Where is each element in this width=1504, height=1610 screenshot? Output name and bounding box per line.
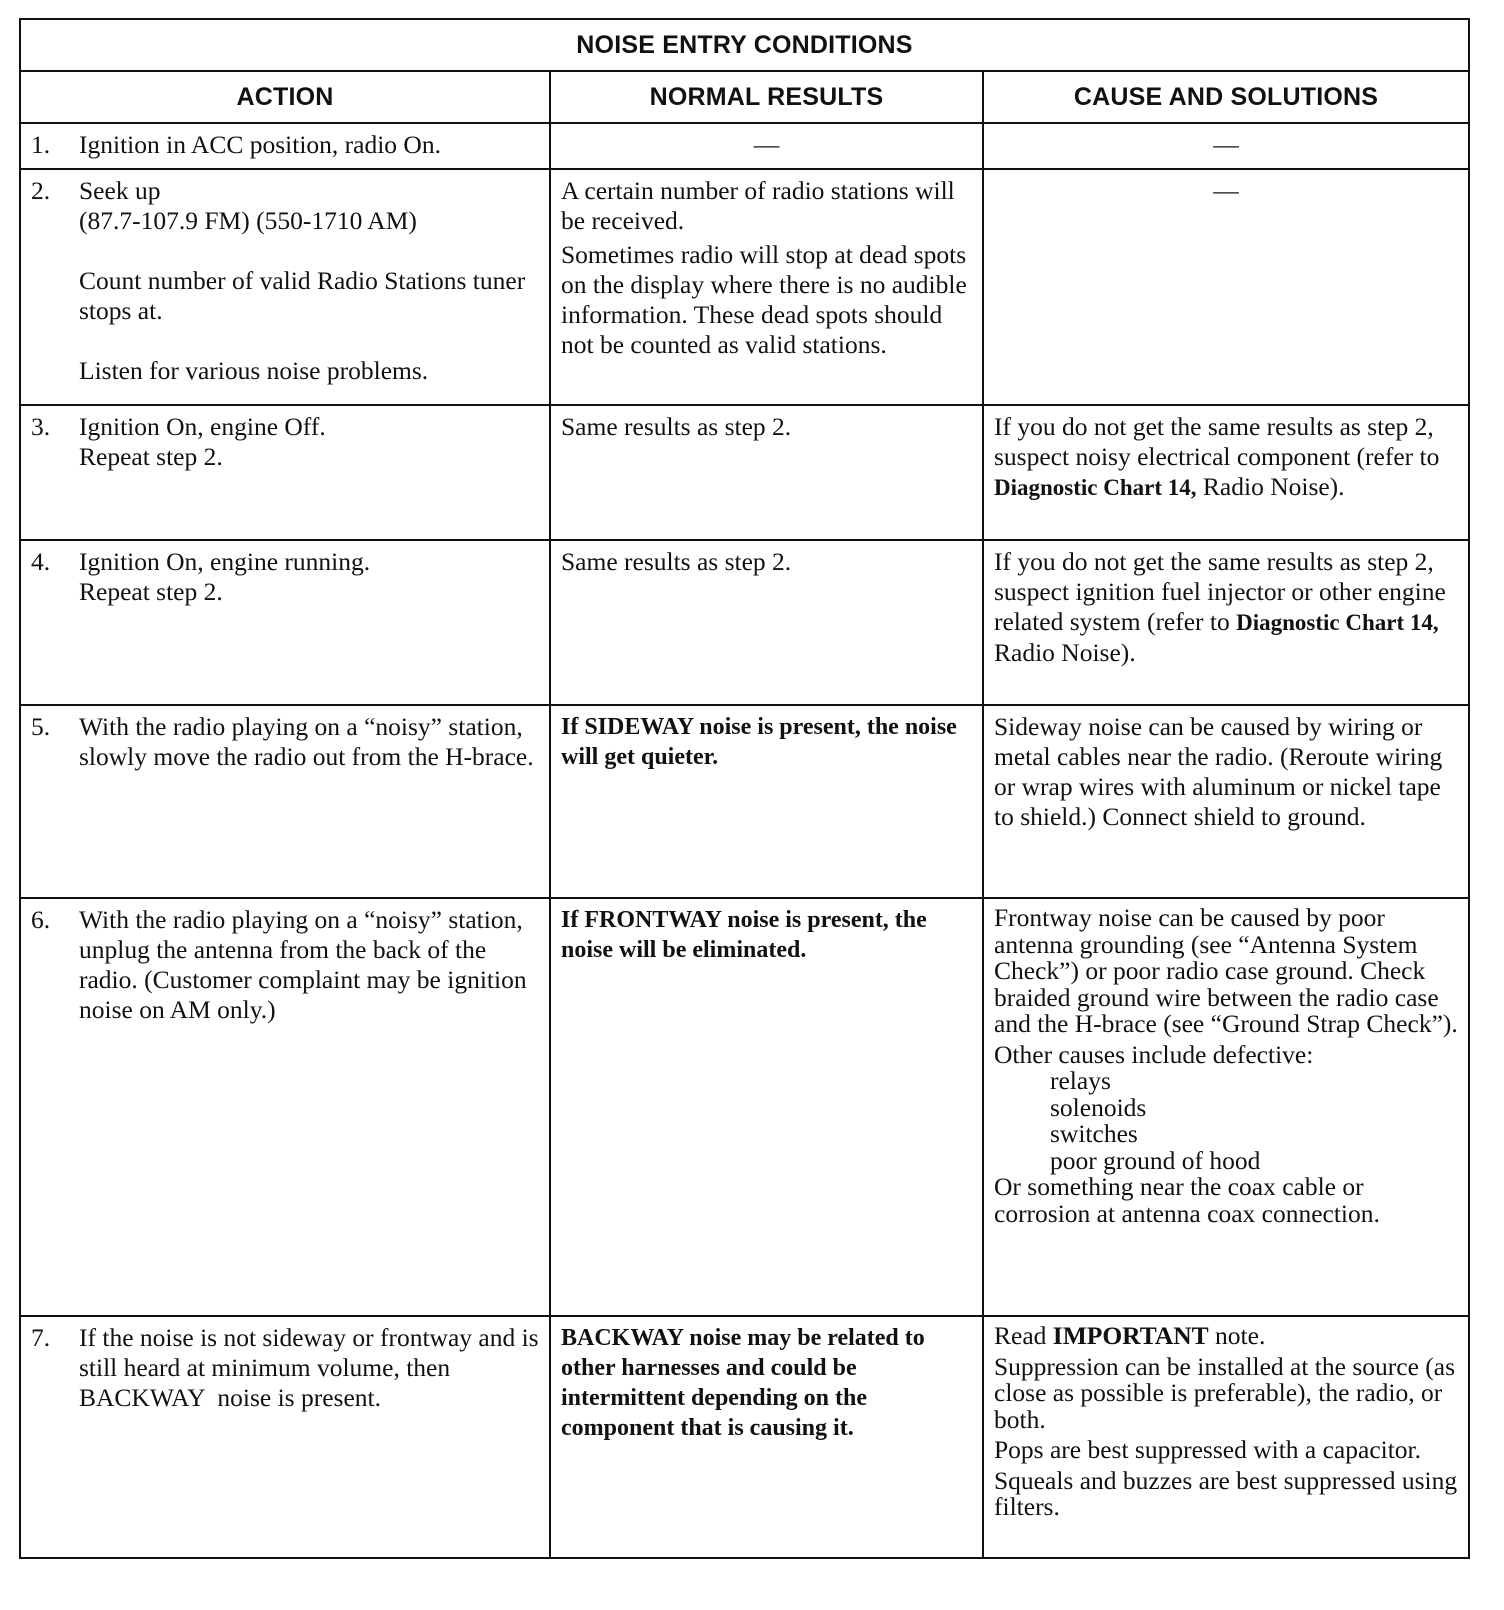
cause-text: Squeals and buzzes are best suppressed using filters.: [994, 1465, 1458, 1521]
table-row: [20, 540, 1469, 705]
cause-text: Frontway noise can be caused by poor antenna grounding (see “Antenna System Check”) or poor radio case ground. Check braided ground wire between the radio case and the H-brace (see “Ground Strap Check”).: [994, 903, 1458, 1038]
empty-dash: —: [753, 130, 780, 159]
action-text: Ignition On, engine running.: [79, 547, 371, 576]
cause-text: Read: [994, 1321, 1047, 1350]
cause-cell: [983, 169, 1469, 405]
step-number: 4.: [31, 547, 51, 576]
action-cell: [20, 898, 550, 1316]
normal-results-cell: [550, 705, 983, 898]
action-text: If the noise is not sideway or frontway and is still heard at minimum volume, then BACKWAY noise is present.: [79, 1323, 545, 1412]
normal-results-cell: [550, 540, 983, 705]
cause-text: Suppression can be installed at the source (as close as possible is preferable), the radio, or both.: [994, 1351, 1455, 1434]
chart-reference: Diagnostic Chart 14,: [1236, 610, 1439, 635]
empty-dash: —: [1213, 176, 1239, 205]
table-row: [20, 123, 1469, 169]
important-label: IMPORTANT: [1052, 1321, 1209, 1350]
noise-entry-table: [19, 18, 1470, 1559]
cause-cell: [983, 405, 1469, 540]
cause-cell: [983, 705, 1469, 898]
cause-text: Sideway noise can be caused by wiring or metal cables near the radio. (Reroute wiring or wrap wires with aluminum or nickel tape to shield.) Connect shield to ground.: [994, 712, 1443, 831]
header-cause-and-solutions: CAUSE AND SOLUTIONS: [983, 71, 1469, 123]
cause-text: If you do not get the same results as step 2, suspect noisy electrical component (refer to: [994, 412, 1440, 471]
noise-entry-table-container: [19, 18, 1468, 1559]
empty-dash: —: [1213, 130, 1239, 159]
chart-reference: Diagnostic Chart 14,: [994, 475, 1197, 500]
cause-text: If you do not get the same results as step 2, suspect ignition fuel injector or other engine related system (refer to: [994, 547, 1446, 636]
normal-results-text: Same results as step 2.: [561, 412, 792, 441]
action-text: Ignition in ACC position, radio On.: [79, 130, 441, 159]
table-row: [20, 1316, 1469, 1558]
list-item: poor ground of hood: [1050, 1145, 1261, 1175]
action-text: Repeat step 2.: [79, 442, 223, 471]
normal-results-text: Same results as step 2.: [561, 547, 792, 576]
action-cell: [20, 1316, 550, 1558]
action-text: Listen for various noise problems.: [79, 356, 429, 385]
action-cell: [20, 169, 550, 405]
cause-cell: [983, 540, 1469, 705]
action-cell: [20, 405, 550, 540]
normal-results-text: Sometimes radio will stop at dead spots on the display where there is no audible information. These dead spots should not be counted as valid stations.: [561, 240, 967, 359]
normal-results-text: BACKWAY noise may be related to other harnesses and could be intermittent depending on the component that is causing it.: [561, 1325, 925, 1441]
step-number: 1.: [31, 130, 51, 159]
list-item: solenoids: [1050, 1092, 1147, 1122]
action-text: With the radio playing on a “noisy” station, slowly move the radio out from the H-brace.: [79, 712, 534, 771]
step-number: 7.: [31, 1323, 51, 1352]
header-action: ACTION: [20, 71, 550, 123]
action-cell: [20, 540, 550, 705]
normal-results-text: If SIDEWAY noise is present, the noise will get quieter.: [561, 714, 957, 770]
action-cell: [20, 123, 550, 169]
cause-text: note.: [1215, 1321, 1266, 1350]
normal-results-cell: [550, 1316, 983, 1558]
cause-text: Pops are best suppressed with a capacitor.: [994, 1435, 1422, 1464]
table-row: [20, 169, 1469, 405]
action-text: Ignition On, engine Off.: [79, 412, 326, 441]
action-text: Count number of valid Radio Stations tuner stops at.: [79, 266, 526, 325]
cause-text: Radio Noise).: [1202, 472, 1345, 501]
cause-text: Radio Noise).: [994, 638, 1136, 667]
action-text: Seek up: [79, 176, 161, 205]
normal-results-cell: [550, 898, 983, 1316]
table-header-row: [20, 71, 1469, 123]
table-row: [20, 898, 1469, 1316]
normal-results-cell: [550, 405, 983, 540]
table-title-row: [20, 19, 1469, 71]
action-cell: [20, 705, 550, 898]
action-text: (87.7-107.9 FM) (550-1710 AM): [79, 206, 417, 235]
table-title: NOISE ENTRY CONDITIONS: [20, 19, 1469, 71]
normal-results-cell: [550, 169, 983, 405]
step-number: 3.: [31, 412, 51, 441]
step-number: 2.: [31, 176, 51, 205]
cause-cell: [983, 123, 1469, 169]
step-number: 6.: [31, 905, 51, 934]
list-item: relays: [1050, 1066, 1111, 1095]
step-number: 5.: [31, 712, 51, 741]
action-text: Repeat step 2.: [79, 577, 223, 606]
cause-cell: [983, 898, 1469, 1316]
action-text: With the radio playing on a “noisy” station, unplug the antenna from the back of the radio. (Customer complaint may be ignition noise on AM only.): [79, 905, 527, 1024]
table-row: [20, 705, 1469, 898]
cause-text: Other causes include defective:: [994, 1039, 1314, 1069]
list-item: switches: [1050, 1119, 1138, 1148]
cause-text: Or something near the coax cable or corrosion at antenna coax connection.: [994, 1172, 1380, 1228]
table-row: [20, 405, 1469, 540]
cause-cell: [983, 1316, 1469, 1558]
header-normal-results: NORMAL RESULTS: [550, 71, 983, 123]
normal-results-text: A certain number of radio stations will be received.: [561, 176, 955, 235]
normal-results-text: If FRONTWAY noise is present, the noise will be eliminated.: [561, 907, 927, 963]
normal-results-cell: [550, 123, 983, 169]
